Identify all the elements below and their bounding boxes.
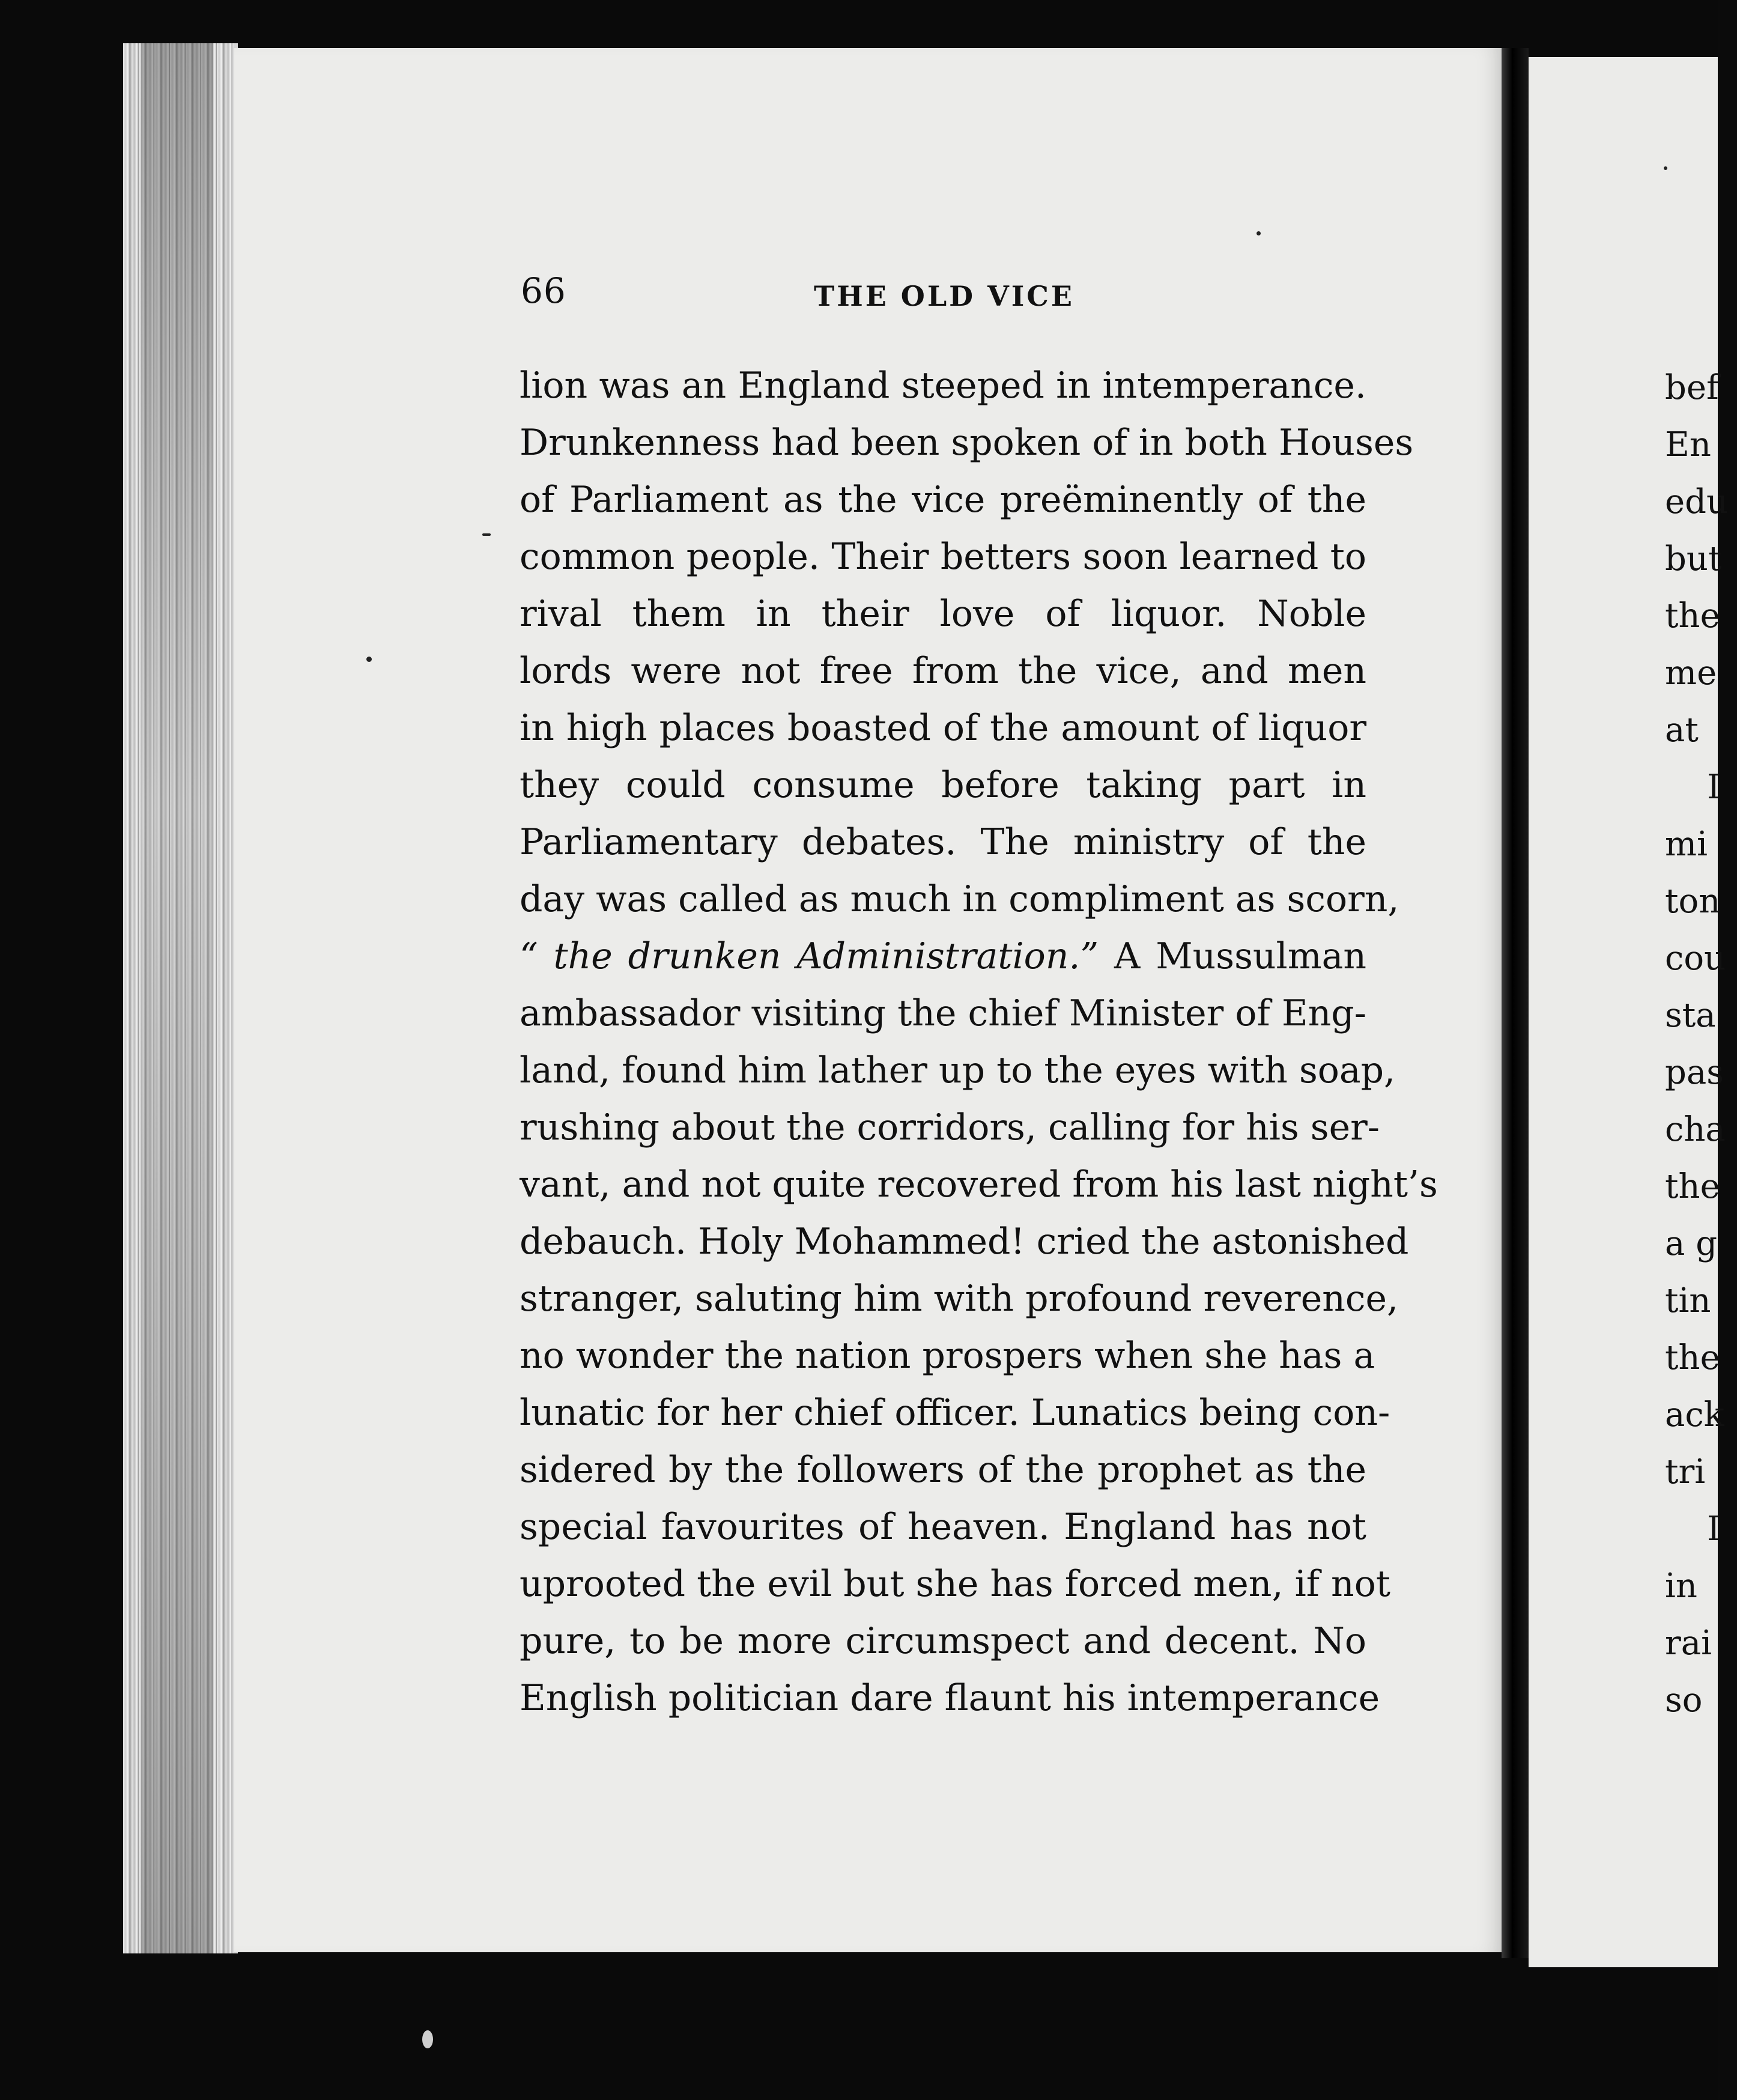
right-line-fragment: in (1665, 1567, 1697, 1606)
right-line-fragment: sta (1665, 996, 1716, 1035)
right-line-fragment: me (1665, 654, 1717, 693)
line-text: day was called as much in compliment as scorn, (520, 878, 1399, 920)
line-text: rushing about the corridors, calling for his ser- (520, 1106, 1380, 1149)
text-line (520, 1556, 1390, 1613)
text-line (520, 1213, 1409, 1270)
right-line-fragment: mi (1665, 825, 1708, 864)
text-line (520, 1385, 1390, 1442)
right-line-fragment: rai (1665, 1624, 1712, 1663)
text-line (520, 643, 1366, 700)
line-text: pure, to be more circumspect and decent. No (520, 1620, 1366, 1662)
text-line (520, 928, 1366, 985)
right-line-fragment: I (1707, 1510, 1721, 1549)
line-text: Parliamentary debates. The ministry of the (520, 821, 1366, 863)
right-line-fragment: so (1665, 1681, 1703, 1720)
line-text: lunatic for her chief officer. Lunatics being con- (520, 1392, 1390, 1434)
line-text: ambassador visiting the chief Minister of Eng- (520, 992, 1366, 1034)
scan-speck (1664, 166, 1667, 170)
right-line-fragment: a g (1665, 1224, 1718, 1263)
right-line-fragment: tin (1665, 1281, 1711, 1320)
scan-speck (366, 657, 372, 662)
line-text: vant, and not quite recovered from his last night’s (520, 1164, 1438, 1206)
text-line (520, 414, 1414, 472)
line-text: lords were not free from the vice, and men (520, 650, 1366, 692)
line-text: special favourites of heaven. England has not (520, 1506, 1366, 1548)
line-text: of Parliament as the vice preëminently of the (520, 479, 1366, 521)
line-text: Drunkenness had been spoken of in both Houses (520, 422, 1414, 464)
line-text: rival them in their love of liquor. Noble (520, 593, 1366, 635)
scan-speck (422, 2030, 433, 2048)
running-head: THE OLD VICE (814, 280, 1075, 312)
right-line-fragment: cha (1665, 1110, 1726, 1149)
right-line-fragment: at (1665, 711, 1699, 750)
right-line-fragment: En (1665, 425, 1711, 464)
scan-speck (1257, 231, 1261, 235)
text-line (520, 814, 1366, 871)
right-line-fragment: cou (1665, 939, 1726, 978)
right-line-fragment: bef (1665, 368, 1719, 407)
line-text: lion was an England steeped in intemperance. (520, 365, 1366, 407)
text-line (520, 757, 1366, 814)
right-line-fragment: tri (1665, 1452, 1706, 1492)
right-line-fragment: edu (1665, 482, 1729, 521)
text-line (520, 586, 1366, 643)
body-text (520, 357, 1438, 1727)
text-line (520, 1670, 1380, 1727)
page-edges-stack (123, 43, 238, 1953)
book-gutter (1502, 48, 1529, 1958)
line-text: they could consume before taking part in (520, 764, 1366, 806)
text-line (520, 1270, 1399, 1328)
text-line (520, 1099, 1380, 1156)
line-text: A Mussulman (1099, 935, 1367, 977)
text-line (520, 1328, 1375, 1385)
line-text: no wonder the nation prospers when she has a (520, 1335, 1375, 1377)
line-text: sidered by the followers of the prophet as the (520, 1449, 1366, 1491)
line-text: common people. Their betters soon learned to (520, 536, 1366, 578)
right-line-fragment: ton (1665, 882, 1721, 921)
text-line (520, 1156, 1438, 1213)
right-line-fragment: the (1665, 1167, 1720, 1206)
right-line-fragment: the (1665, 1338, 1720, 1377)
text-line (520, 1499, 1366, 1556)
page-number: 66 (521, 270, 566, 311)
text-line (520, 700, 1366, 757)
text-line (520, 985, 1366, 1042)
text-line (520, 472, 1366, 529)
right-line-fragment: the (1665, 596, 1720, 636)
text-line (520, 357, 1366, 414)
text-line (520, 1042, 1396, 1099)
line-text: debauch. Holy Mohammed! cried the astonished (520, 1221, 1409, 1263)
scan-speck (482, 533, 491, 536)
right-line-fragment: pas (1665, 1053, 1724, 1092)
line-text: uprooted the evil but she has forced men, if not (520, 1563, 1390, 1605)
line-text: in high places boasted of the amount of liquor (520, 707, 1366, 749)
right-line-fragment: I (1707, 768, 1721, 807)
text-line (520, 1613, 1366, 1670)
text-line (520, 871, 1399, 928)
line-text: stranger, saluting him with profound reverence, (520, 1278, 1399, 1320)
right-line-fragment: ack (1665, 1395, 1724, 1434)
italic-quote: “ the drunken Administration.” (520, 935, 1099, 977)
line-text: land, found him lather up to the eyes with soap, (520, 1049, 1396, 1091)
text-line (520, 529, 1366, 586)
line-text: English politician dare flaunt his intemperance (520, 1677, 1380, 1719)
text-line (520, 1442, 1366, 1499)
right-page-text-fragments (1665, 359, 1737, 1729)
right-line-fragment: but (1665, 539, 1722, 578)
